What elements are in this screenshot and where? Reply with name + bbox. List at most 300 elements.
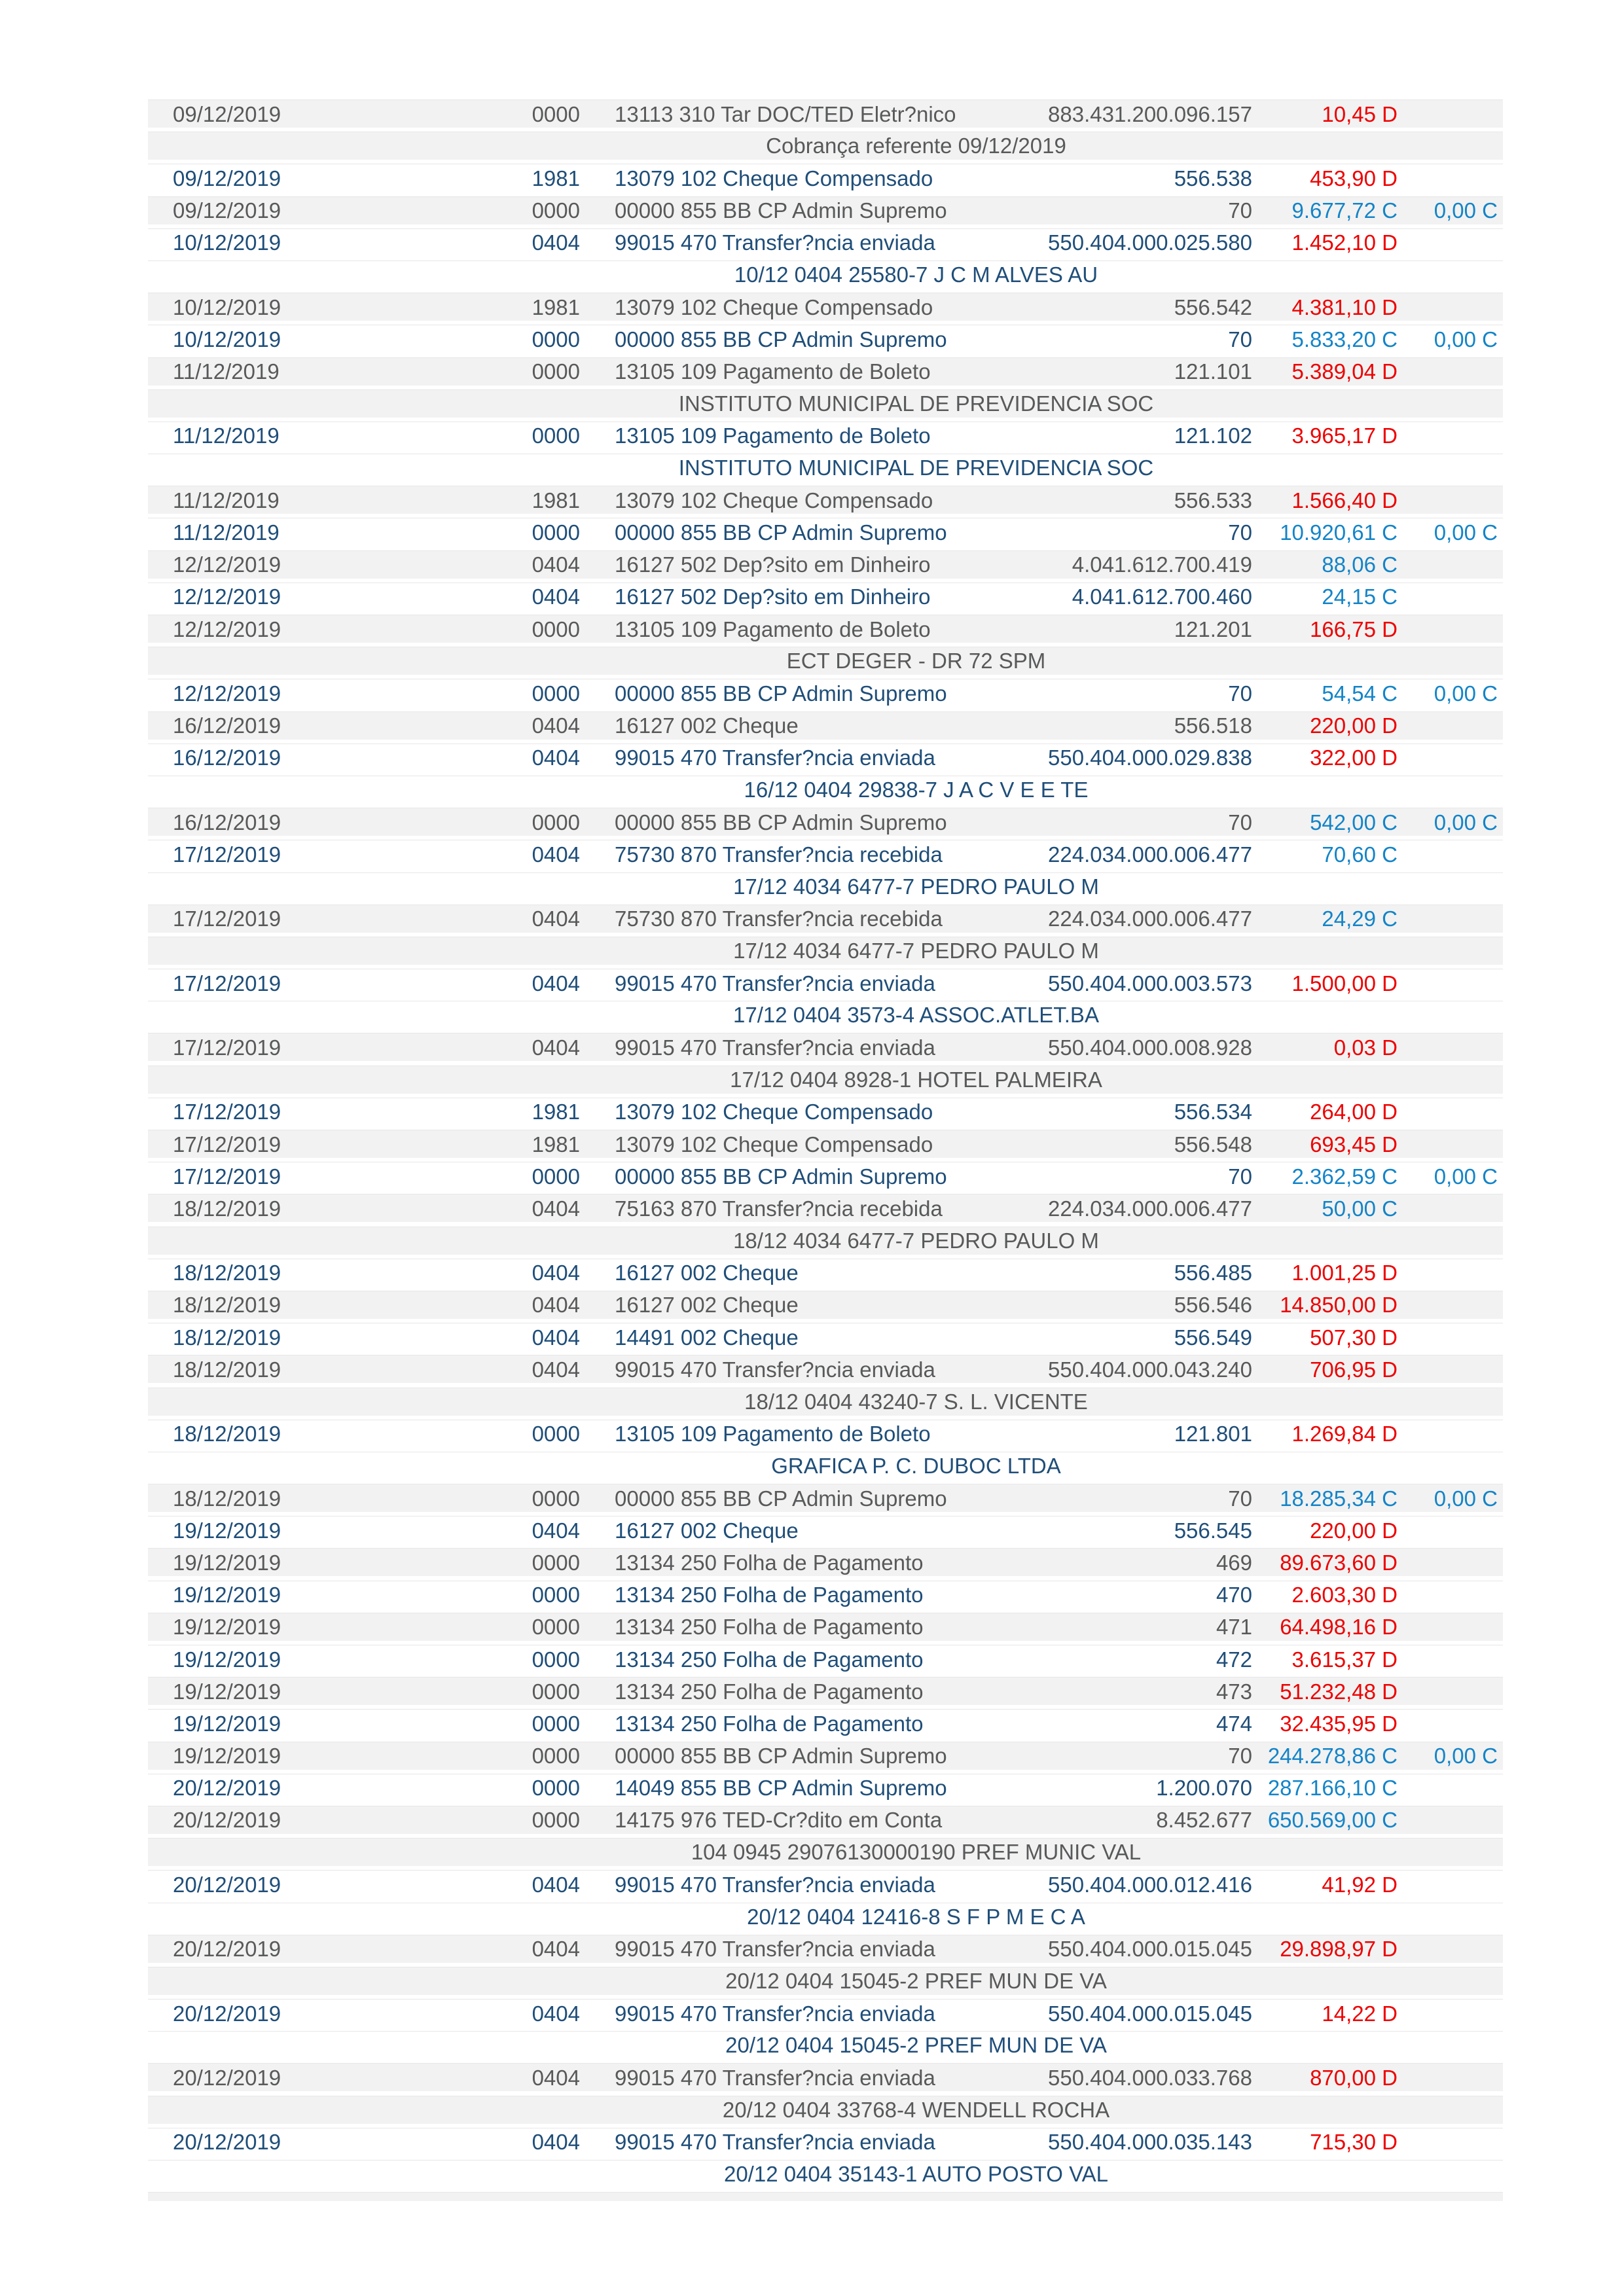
cell-balance: 0,00 C xyxy=(1434,327,1498,351)
cell-branch: 0000 xyxy=(532,810,580,834)
cell-branch: 0000 xyxy=(532,1808,580,1833)
transaction-row xyxy=(148,1162,1503,1190)
cell-history: 00000 855 BB CP Admin Supremo xyxy=(615,1744,947,1768)
cell-history: 00000 855 BB CP Admin Supremo xyxy=(615,681,947,706)
cell-date: 20/12/2019 xyxy=(173,1776,281,1801)
cell-history: 16127 502 Dep?sito em Dinheiro xyxy=(615,552,931,577)
cell-value: 693,45 D xyxy=(1310,1132,1398,1157)
cell-branch: 0404 xyxy=(532,713,580,738)
detail-text: 20/12 0404 15045-2 PREF MUN DE VA xyxy=(725,1968,1107,1993)
transaction-row xyxy=(148,1355,1503,1383)
cell-history: 99015 470 Transfer?ncia enviada xyxy=(615,1035,935,1060)
detail-text: 17/12 0404 8928-1 HOTEL PALMEIRA xyxy=(730,1067,1102,1092)
transaction-row xyxy=(148,1323,1503,1351)
cell-document: 556.485 xyxy=(1174,1261,1252,1285)
transaction-row xyxy=(148,808,1503,836)
cell-document: 473 xyxy=(1216,1679,1252,1704)
cell-branch: 0404 xyxy=(532,971,580,996)
cell-document: 550.404.000.012.416 xyxy=(1048,1872,1252,1897)
transaction-row xyxy=(148,1484,1503,1512)
cell-date: 19/12/2019 xyxy=(173,1744,281,1768)
cell-branch: 0404 xyxy=(532,1196,580,1221)
transaction-row xyxy=(148,1774,1503,1802)
cell-branch: 0404 xyxy=(532,552,580,577)
cell-value: 650.569,00 C xyxy=(1267,1808,1398,1833)
cell-value: 9.677,72 C xyxy=(1291,198,1398,223)
detail-text: ECT DEGER - DR 72 SPM xyxy=(786,649,1046,673)
transaction-row xyxy=(148,969,1503,997)
cell-document: 556.546 xyxy=(1174,1293,1252,1318)
cell-document: 550.404.000.035.143 xyxy=(1048,2130,1252,2155)
cell-history: 00000 855 BB CP Admin Supremo xyxy=(615,520,947,545)
detail-text: INSTITUTO MUNICIPAL DE PREVIDENCIA SOC xyxy=(678,391,1154,416)
cell-history: 16127 002 Cheque xyxy=(615,713,799,738)
cell-value: 41,92 D xyxy=(1322,1872,1398,1897)
cell-branch: 0000 xyxy=(532,1679,580,1704)
cell-history: 14049 855 BB CP Admin Supremo xyxy=(615,1776,947,1801)
transaction-row xyxy=(148,1677,1503,1705)
cell-document: 70 xyxy=(1228,1164,1252,1189)
cell-branch: 0404 xyxy=(532,2130,580,2155)
cell-branch: 1981 xyxy=(532,1100,580,1124)
transaction-row xyxy=(148,1291,1503,1319)
cell-history: 99015 470 Transfer?ncia enviada xyxy=(615,2001,935,2026)
cell-document: 121.801 xyxy=(1174,1422,1252,1446)
detail-text: 20/12 0404 33768-4 WENDELL ROCHA xyxy=(722,2097,1110,2122)
cell-history: 13079 102 Cheque Compensado xyxy=(615,1132,933,1157)
cell-value: 1.452,10 D xyxy=(1291,230,1398,255)
cell-history: 13134 250 Folha de Pagamento xyxy=(615,1615,924,1640)
transaction-row xyxy=(148,293,1503,321)
cell-date: 17/12/2019 xyxy=(173,1100,281,1124)
transaction-row xyxy=(148,679,1503,707)
detail-text: 20/12 0404 12416-8 S F P M E C A xyxy=(747,1904,1085,1929)
cell-history: 00000 855 BB CP Admin Supremo xyxy=(615,1164,947,1189)
transaction-row xyxy=(148,615,1503,643)
detail-row xyxy=(148,647,1503,675)
transaction-row xyxy=(148,1613,1503,1641)
cell-date: 16/12/2019 xyxy=(173,713,281,738)
cell-value: 715,30 D xyxy=(1310,2130,1398,2155)
transaction-row xyxy=(148,840,1503,868)
cell-date: 17/12/2019 xyxy=(173,971,281,996)
cell-document: 550.404.000.008.928 xyxy=(1048,1035,1252,1060)
cell-balance: 0,00 C xyxy=(1434,1164,1498,1189)
cell-date: 17/12/2019 xyxy=(173,842,281,867)
detail-row xyxy=(148,2096,1503,2124)
cell-history: 99015 470 Transfer?ncia enviada xyxy=(615,1872,935,1897)
cell-date: 18/12/2019 xyxy=(173,1325,281,1350)
cell-history: 16127 002 Cheque xyxy=(615,1518,799,1543)
cell-date: 12/12/2019 xyxy=(173,617,281,641)
transaction-row xyxy=(148,486,1503,514)
cell-date: 18/12/2019 xyxy=(173,1422,281,1446)
transaction-row xyxy=(148,550,1503,579)
cell-document: 471 xyxy=(1216,1615,1252,1640)
cell-date: 09/12/2019 xyxy=(173,198,281,223)
cell-date: 12/12/2019 xyxy=(173,584,281,609)
detail-text: GRAFICA P. C. DUBOC LTDA xyxy=(771,1453,1061,1478)
cell-date: 19/12/2019 xyxy=(173,1647,281,1672)
detail-row xyxy=(148,1452,1503,1480)
cell-branch: 0000 xyxy=(532,1583,580,1607)
cell-document: 70 xyxy=(1228,1744,1252,1768)
cell-date: 16/12/2019 xyxy=(173,745,281,770)
cell-history: 13079 102 Cheque Compensado xyxy=(615,488,933,512)
cell-value: 220,00 D xyxy=(1310,713,1398,738)
cell-date: 20/12/2019 xyxy=(173,1872,281,1897)
cell-value: 322,00 D xyxy=(1310,745,1398,770)
detail-row xyxy=(148,1967,1503,1995)
transaction-row xyxy=(148,1709,1503,1737)
cell-history: 13134 250 Folha de Pagamento xyxy=(615,1550,924,1575)
cell-branch: 0000 xyxy=(532,1776,580,1801)
transaction-row xyxy=(148,1870,1503,1898)
cell-document: 550.404.000.025.580 xyxy=(1048,230,1252,255)
cell-branch: 0000 xyxy=(532,1647,580,1672)
cell-branch: 0404 xyxy=(532,584,580,609)
detail-row xyxy=(148,260,1503,289)
transaction-row xyxy=(148,1033,1503,1061)
cell-value: 14.850,00 D xyxy=(1280,1293,1398,1318)
statement-table xyxy=(148,99,1503,2201)
cell-document: 70 xyxy=(1228,810,1252,834)
cell-date: 20/12/2019 xyxy=(173,1808,281,1833)
cell-value: 18.285,34 C xyxy=(1280,1486,1398,1511)
cell-branch: 0404 xyxy=(532,1872,580,1897)
transaction-row xyxy=(148,2128,1503,2156)
transaction-row xyxy=(148,1999,1503,2027)
cell-branch: 0000 xyxy=(532,101,580,126)
cell-history: 00000 855 BB CP Admin Supremo xyxy=(615,810,947,834)
cell-branch: 0404 xyxy=(532,1518,580,1543)
cell-history: 16127 002 Cheque xyxy=(615,1261,799,1285)
cell-history: 13134 250 Folha de Pagamento xyxy=(615,1711,924,1736)
transaction-row xyxy=(148,196,1503,224)
transaction-row xyxy=(148,1806,1503,1834)
cell-history: 14175 976 TED-Cr?dito em Conta xyxy=(615,1808,943,1833)
detail-row xyxy=(148,776,1503,804)
cell-date: 20/12/2019 xyxy=(173,2001,281,2026)
cell-branch: 0000 xyxy=(532,359,580,384)
cell-branch: 1981 xyxy=(532,488,580,512)
cell-document: 70 xyxy=(1228,198,1252,223)
cell-history: 00000 855 BB CP Admin Supremo xyxy=(615,327,947,351)
cell-date: 19/12/2019 xyxy=(173,1583,281,1607)
cell-branch: 0000 xyxy=(532,1711,580,1736)
cell-branch: 1981 xyxy=(532,166,580,190)
cell-history: 99015 470 Transfer?ncia enviada xyxy=(615,2130,935,2155)
cell-date: 18/12/2019 xyxy=(173,1196,281,1221)
cell-history: 13105 109 Pagamento de Boleto xyxy=(615,423,931,448)
cell-document: 121.201 xyxy=(1174,617,1252,641)
cell-date: 20/12/2019 xyxy=(173,1937,281,1962)
cell-history: 13079 102 Cheque Compensado xyxy=(615,166,933,190)
cell-branch: 0404 xyxy=(532,2065,580,2090)
cell-document: 556.548 xyxy=(1174,1132,1252,1157)
cell-value: 14,22 D xyxy=(1322,2001,1398,2026)
cell-date: 19/12/2019 xyxy=(173,1615,281,1640)
detail-row xyxy=(148,389,1503,418)
cell-branch: 1981 xyxy=(532,1132,580,1157)
cell-document: 556.549 xyxy=(1174,1325,1252,1350)
cell-branch: 0404 xyxy=(532,2001,580,2026)
cell-value: 220,00 D xyxy=(1310,1518,1398,1543)
cell-document: 556.534 xyxy=(1174,1100,1252,1124)
cell-document: 121.102 xyxy=(1174,423,1252,448)
cell-value: 287.166,10 C xyxy=(1267,1776,1398,1801)
transaction-row xyxy=(148,1098,1503,1126)
detail-row xyxy=(148,2031,1503,2059)
cell-document: 70 xyxy=(1228,520,1252,545)
cell-branch: 0000 xyxy=(532,681,580,706)
cell-value: 64.498,16 D xyxy=(1280,1615,1398,1640)
cell-history: 99015 470 Transfer?ncia enviada xyxy=(615,1937,935,1962)
cell-branch: 1981 xyxy=(532,295,580,319)
transaction-row xyxy=(148,357,1503,386)
transaction-row xyxy=(148,1548,1503,1576)
cell-date: 12/12/2019 xyxy=(173,552,281,577)
cell-history: 13134 250 Folha de Pagamento xyxy=(615,1679,924,1704)
cell-date: 09/12/2019 xyxy=(173,101,281,126)
cell-branch: 0000 xyxy=(532,198,580,223)
detail-row xyxy=(148,1227,1503,1255)
cell-branch: 0404 xyxy=(532,1357,580,1382)
detail-text: 104 0945 29076130000190 PREF MUNIC VAL xyxy=(691,1840,1142,1865)
cell-history: 13113 310 Tar DOC/TED Eletr?nico xyxy=(615,101,956,126)
cell-date: 17/12/2019 xyxy=(173,1132,281,1157)
cell-value: 29.898,97 D xyxy=(1280,1937,1398,1962)
cell-document: 121.101 xyxy=(1174,359,1252,384)
cell-value: 1.566,40 D xyxy=(1291,488,1398,512)
cell-date: 11/12/2019 xyxy=(173,359,280,384)
cell-date: 11/12/2019 xyxy=(173,488,280,512)
cell-value: 507,30 D xyxy=(1310,1325,1398,1350)
cell-date: 19/12/2019 xyxy=(173,1679,281,1704)
cell-value: 89.673,60 D xyxy=(1280,1550,1398,1575)
cell-value: 51.232,48 D xyxy=(1280,1679,1398,1704)
cell-date: 20/12/2019 xyxy=(173,2065,281,2090)
cell-history: 00000 855 BB CP Admin Supremo xyxy=(615,198,947,223)
transaction-row xyxy=(148,1420,1503,1448)
cell-date: 19/12/2019 xyxy=(173,1711,281,1736)
transaction-row xyxy=(148,99,1503,128)
cell-history: 75730 870 Transfer?ncia recebida xyxy=(615,842,943,867)
cell-value: 2.362,59 C xyxy=(1291,1164,1398,1189)
cell-branch: 0000 xyxy=(532,327,580,351)
cell-document: 4.041.612.700.419 xyxy=(1072,552,1252,577)
cell-document: 470 xyxy=(1216,1583,1252,1607)
cell-branch: 0000 xyxy=(532,1164,580,1189)
cell-value: 24,29 C xyxy=(1322,906,1398,931)
cell-branch: 0404 xyxy=(532,906,580,931)
detail-row xyxy=(148,1066,1503,1094)
cell-value: 4.381,10 D xyxy=(1291,295,1398,319)
cell-history: 00000 855 BB CP Admin Supremo xyxy=(615,1486,947,1511)
cell-date: 10/12/2019 xyxy=(173,230,281,255)
detail-row xyxy=(148,1903,1503,1931)
detail-row xyxy=(148,1388,1503,1416)
cell-branch: 0000 xyxy=(532,1615,580,1640)
cell-value: 10.920,61 C xyxy=(1280,520,1398,545)
cell-value: 166,75 D xyxy=(1310,617,1398,641)
cell-value: 542,00 C xyxy=(1310,810,1398,834)
cell-date: 17/12/2019 xyxy=(173,1035,281,1060)
transaction-row xyxy=(148,583,1503,611)
transaction-row xyxy=(148,2063,1503,2091)
detail-row xyxy=(148,1001,1503,1029)
cell-date: 11/12/2019 xyxy=(173,423,280,448)
cell-history: 99015 470 Transfer?ncia enviada xyxy=(615,1357,935,1382)
detail-row xyxy=(148,937,1503,965)
transaction-row xyxy=(148,1742,1503,1770)
transaction-row xyxy=(148,744,1503,772)
transaction-row xyxy=(148,228,1503,257)
cell-balance: 0,00 C xyxy=(1434,810,1498,834)
cell-history: 99015 470 Transfer?ncia enviada xyxy=(615,2065,935,2090)
cell-branch: 0000 xyxy=(532,1422,580,1446)
transaction-row xyxy=(148,1581,1503,1609)
transaction-row xyxy=(148,1194,1503,1222)
transaction-row xyxy=(148,1935,1503,1963)
cell-document: 1.200.070 xyxy=(1156,1776,1252,1801)
detail-text: INSTITUTO MUNICIPAL DE PREVIDENCIA SOC xyxy=(678,456,1154,480)
cell-branch: 0404 xyxy=(532,1261,580,1285)
detail-text: 18/12 0404 43240-7 S. L. VICENTE xyxy=(744,1389,1088,1414)
cell-value: 264,00 D xyxy=(1310,1100,1398,1124)
cell-value: 5.389,04 D xyxy=(1291,359,1398,384)
cell-document: 550.404.000.043.240 xyxy=(1048,1357,1252,1382)
cell-value: 24,15 C xyxy=(1322,584,1398,609)
cell-document: 556.538 xyxy=(1174,166,1252,190)
cell-balance: 0,00 C xyxy=(1434,681,1498,706)
cell-history: 99015 470 Transfer?ncia enviada xyxy=(615,230,935,255)
cell-date: 18/12/2019 xyxy=(173,1293,281,1318)
cell-value: 244.278,86 C xyxy=(1267,1744,1398,1768)
cell-date: 19/12/2019 xyxy=(173,1518,281,1543)
cell-balance: 0,00 C xyxy=(1434,520,1498,545)
cell-branch: 0404 xyxy=(532,842,580,867)
cell-date: 17/12/2019 xyxy=(173,1164,281,1189)
cell-value: 70,60 C xyxy=(1322,842,1398,867)
detail-text: 17/12 4034 6477-7 PEDRO PAULO M xyxy=(733,874,1099,899)
cell-document: 550.404.000.003.573 xyxy=(1048,971,1252,996)
cell-document: 70 xyxy=(1228,681,1252,706)
cell-branch: 0000 xyxy=(532,1744,580,1768)
detail-text: 16/12 0404 29838-7 J A C V E E TE xyxy=(744,777,1089,802)
cell-history: 13079 102 Cheque Compensado xyxy=(615,295,933,319)
transaction-row xyxy=(148,422,1503,450)
cell-document: 556.545 xyxy=(1174,1518,1252,1543)
cell-value: 3.965,17 D xyxy=(1291,423,1398,448)
cell-value: 50,00 C xyxy=(1322,1196,1398,1221)
cell-value: 870,00 D xyxy=(1310,2065,1398,2090)
cell-history: 13105 109 Pagamento de Boleto xyxy=(615,1422,931,1446)
cell-date: 09/12/2019 xyxy=(173,166,281,190)
detail-text: 10/12 0404 25580-7 J C M ALVES AU xyxy=(734,262,1098,287)
detail-text: 17/12 0404 3573-4 ASSOC.ATLET.BA xyxy=(733,1003,1099,1028)
detail-text: 17/12 4034 6477-7 PEDRO PAULO M xyxy=(733,938,1099,963)
cell-date: 18/12/2019 xyxy=(173,1486,281,1511)
transaction-row xyxy=(148,1645,1503,1673)
detail-text: 20/12 0404 35143-1 AUTO POSTO VAL xyxy=(723,2162,1109,2186)
cell-value: 88,06 C xyxy=(1322,552,1398,577)
cell-value: 32.435,95 D xyxy=(1280,1711,1398,1736)
detail-row xyxy=(148,132,1503,160)
cell-document: 70 xyxy=(1228,327,1252,351)
cell-branch: 0404 xyxy=(532,1293,580,1318)
cell-value: 1.269,84 D xyxy=(1291,1422,1398,1446)
cell-document: 469 xyxy=(1216,1550,1252,1575)
transaction-row xyxy=(148,518,1503,546)
cell-document: 224.034.000.006.477 xyxy=(1048,906,1252,931)
cell-balance: 0,00 C xyxy=(1434,1486,1498,1511)
transaction-row xyxy=(148,1516,1503,1544)
cell-branch: 0404 xyxy=(532,1325,580,1350)
cell-document: 472 xyxy=(1216,1647,1252,1672)
cell-document: 883.431.200.096.157 xyxy=(1048,101,1252,126)
cell-branch: 0000 xyxy=(532,520,580,545)
cell-history: 13134 250 Folha de Pagamento xyxy=(615,1647,924,1672)
cell-date: 12/12/2019 xyxy=(173,681,281,706)
cell-value: 10,45 D xyxy=(1322,101,1398,126)
cell-branch: 0000 xyxy=(532,617,580,641)
detail-text: 18/12 4034 6477-7 PEDRO PAULO M xyxy=(733,1228,1099,1253)
cell-value: 2.603,30 D xyxy=(1291,1583,1398,1607)
cell-value: 1.001,25 D xyxy=(1291,1261,1398,1285)
cell-branch: 0404 xyxy=(532,745,580,770)
cell-date: 18/12/2019 xyxy=(173,1357,281,1382)
cell-history: 75163 870 Transfer?ncia recebida xyxy=(615,1196,943,1221)
cell-date: 17/12/2019 xyxy=(173,906,281,931)
cell-value: 3.615,37 D xyxy=(1291,1647,1398,1672)
cell-document: 70 xyxy=(1228,1486,1252,1511)
cell-value: 0,03 D xyxy=(1333,1035,1398,1060)
cell-date: 16/12/2019 xyxy=(173,810,281,834)
empty-row-strip xyxy=(148,2192,1503,2201)
detail-row xyxy=(148,872,1503,901)
cell-history: 99015 470 Transfer?ncia enviada xyxy=(615,745,935,770)
cell-value: 54,54 C xyxy=(1322,681,1398,706)
cell-document: 556.533 xyxy=(1174,488,1252,512)
transaction-row xyxy=(148,164,1503,192)
detail-text: Cobrança referente 09/12/2019 xyxy=(766,134,1066,158)
cell-document: 8.452.677 xyxy=(1156,1808,1252,1833)
cell-document: 556.542 xyxy=(1174,295,1252,319)
cell-branch: 0404 xyxy=(532,230,580,255)
cell-history: 75730 870 Transfer?ncia recebida xyxy=(615,906,943,931)
cell-branch: 0000 xyxy=(532,1550,580,1575)
cell-history: 99015 470 Transfer?ncia enviada xyxy=(615,971,935,996)
cell-balance: 0,00 C xyxy=(1434,198,1498,223)
cell-history: 16127 002 Cheque xyxy=(615,1293,799,1318)
cell-date: 18/12/2019 xyxy=(173,1261,281,1285)
cell-date: 20/12/2019 xyxy=(173,2130,281,2155)
transaction-row xyxy=(148,905,1503,933)
cell-document: 474 xyxy=(1216,1711,1252,1736)
cell-history: 16127 502 Dep?sito em Dinheiro xyxy=(615,584,931,609)
cell-branch: 0000 xyxy=(532,1486,580,1511)
cell-date: 11/12/2019 xyxy=(173,520,280,545)
cell-value: 5.833,20 C xyxy=(1291,327,1398,351)
detail-row xyxy=(148,2160,1503,2188)
transaction-row xyxy=(148,711,1503,740)
transaction-row xyxy=(148,325,1503,353)
cell-history: 13105 109 Pagamento de Boleto xyxy=(615,617,931,641)
cell-document: 550.404.000.015.045 xyxy=(1048,1937,1252,1962)
cell-branch: 0000 xyxy=(532,423,580,448)
detail-text: 20/12 0404 15045-2 PREF MUN DE VA xyxy=(725,2033,1107,2058)
